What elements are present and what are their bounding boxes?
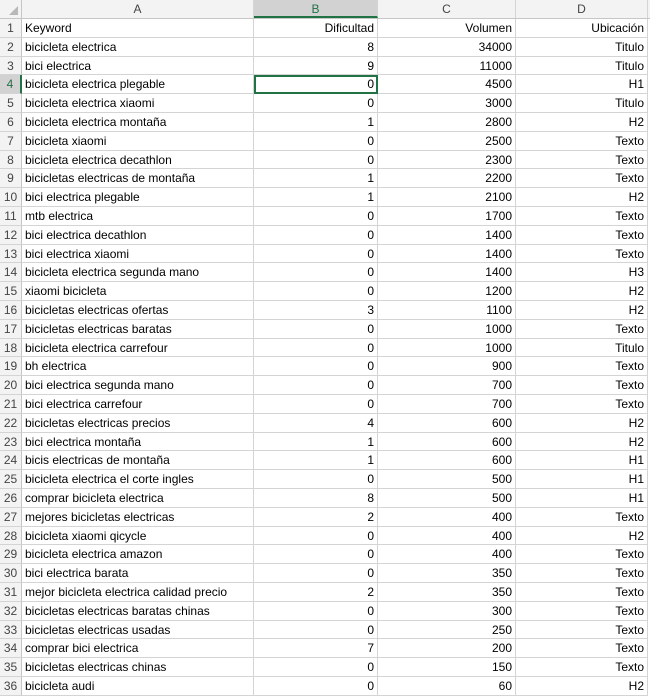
row-header[interactable]: 27 [0,508,22,527]
table-row [0,339,650,358]
cell-volumen[interactable]: 250 [378,621,516,640]
cell-keyword[interactable]: bicicletas electricas precios [22,414,254,433]
row-header[interactable]: 18 [0,339,22,358]
cell-dificultad[interactable]: 0 [254,395,378,414]
table-row [0,564,650,583]
table-row [0,320,650,339]
cell-volumen[interactable]: 400 [378,527,516,546]
sheet-rows [0,19,650,696]
cell-keyword[interactable]: bicicleta electrica amazon [22,545,254,564]
select-all-icon [9,6,18,15]
row-header[interactable]: 8 [0,151,22,170]
cell-dificultad[interactable]: 0 [254,357,378,376]
cell-volumen[interactable]: 1400 [378,263,516,282]
cell-dificultad[interactable]: 0 [254,207,378,226]
cell-keyword[interactable]: comprar bicicleta electrica [22,489,254,508]
cell-volumen[interactable]: 60 [378,677,516,696]
cell-ubicacion[interactable]: Titulo [516,339,648,358]
cell-dificultad[interactable]: 0 [254,94,378,113]
cell-keyword[interactable]: bicicleta electrica el corte ingles [22,470,254,489]
row-header[interactable]: 7 [0,132,22,151]
row-header[interactable]: 9 [0,169,22,188]
cell-dificultad[interactable]: 0 [254,527,378,546]
cell-keyword[interactable]: bicicleta electrica montaña [22,113,254,132]
row-header[interactable]: 23 [0,433,22,452]
table-row [0,545,650,564]
row-header[interactable]: 1 [0,19,22,38]
cell-dificultad[interactable]: 0 [254,320,378,339]
cell-ubicacion[interactable]: H2 [516,282,648,301]
table-row [0,677,650,696]
cell-dificultad[interactable]: 0 [254,339,378,358]
row-header[interactable]: 24 [0,451,22,470]
table-row [0,263,650,282]
table-row [0,226,650,245]
cell-volumen[interactable]: 1700 [378,207,516,226]
cell-volumen[interactable]: 600 [378,414,516,433]
cell-dificultad[interactable]: 1 [254,433,378,452]
cell-volumen[interactable]: 4500 [378,75,516,94]
column-header-a[interactable]: A [22,0,254,18]
row-header[interactable]: 31 [0,583,22,602]
cell-keyword[interactable]: comprar bici electrica [22,639,254,658]
cell-dificultad[interactable]: 0 [254,470,378,489]
cell-volumen[interactable]: 300 [378,602,516,621]
cell-volumen[interactable]: 1000 [378,320,516,339]
table-row [0,414,650,433]
cell-keyword[interactable]: bicicleta electrica [22,38,254,57]
table-row [0,395,650,414]
cell-dificultad[interactable]: 0 [254,132,378,151]
table-row [0,38,650,57]
cell-volumen[interactable]: 400 [378,545,516,564]
table-row [0,583,650,602]
cell-dificultad[interactable]: 1 [254,451,378,470]
table-row [0,19,650,38]
cell-volumen[interactable]: 500 [378,470,516,489]
cell-volumen[interactable]: 2500 [378,132,516,151]
row-header[interactable]: 12 [0,226,22,245]
cell-dificultad[interactable]: 0 [254,376,378,395]
header-cell-keyword[interactable]: Keyword [22,19,254,38]
cell-volumen[interactable]: 3000 [378,94,516,113]
cell-dificultad[interactable]: 0 [254,75,378,94]
cell-dificultad[interactable]: 0 [254,245,378,264]
cell-ubicacion[interactable]: H3 [516,263,648,282]
header-cell-volumen[interactable]: Volumen [378,19,516,38]
cell-dificultad[interactable]: 1 [254,113,378,132]
cell-dificultad[interactable]: 0 [254,621,378,640]
cell-keyword[interactable]: bici electrica carrefour [22,395,254,414]
cell-dificultad[interactable]: 0 [254,602,378,621]
table-row [0,94,650,113]
row-header[interactable]: 11 [0,207,22,226]
cell-ubicacion[interactable]: Texto [516,639,648,658]
cell-volumen[interactable]: 2300 [378,151,516,170]
row-header[interactable]: 4 [0,75,22,94]
row-header[interactable]: 3 [0,57,22,76]
row-header[interactable]: 34 [0,639,22,658]
cell-ubicacion[interactable]: Texto [516,169,648,188]
cell-volumen[interactable]: 900 [378,357,516,376]
row-header[interactable]: 20 [0,376,22,395]
row-header[interactable]: 21 [0,395,22,414]
cell-ubicacion[interactable]: H2 [516,527,648,546]
table-row [0,621,650,640]
cell-keyword[interactable]: bicicleta xiaomi qicycle [22,527,254,546]
cell-keyword[interactable]: bicicletas electricas chinas [22,658,254,677]
row-header[interactable]: 26 [0,489,22,508]
table-row [0,75,650,94]
header-cell-dificultad[interactable]: Dificultad [254,19,378,38]
cell-keyword[interactable]: bh electrica [22,357,254,376]
cell-keyword[interactable]: mejores bicicletas electricas [22,508,254,527]
header-cell-ubicacion[interactable]: Ubicación [516,19,648,38]
cell-ubicacion[interactable]: H2 [516,433,648,452]
table-row [0,489,650,508]
cell-keyword[interactable]: bicicleta electrica carrefour [22,339,254,358]
table-row [0,57,650,76]
cell-ubicacion[interactable]: H1 [516,489,648,508]
cell-keyword[interactable]: xiaomi bicicleta [22,282,254,301]
cell-volumen[interactable]: 2800 [378,113,516,132]
cell-volumen[interactable]: 500 [378,489,516,508]
cell-dificultad[interactable]: 0 [254,658,378,677]
table-row [0,113,650,132]
cell-dificultad[interactable]: 8 [254,489,378,508]
cell-volumen[interactable]: 600 [378,451,516,470]
cell-ubicacion[interactable]: H1 [516,451,648,470]
table-row [0,602,650,621]
cell-keyword[interactable]: bici electrica segunda mano [22,376,254,395]
row-header[interactable]: 17 [0,320,22,339]
cell-keyword[interactable]: bici electrica decathlon [22,226,254,245]
row-header[interactable]: 19 [0,357,22,376]
cell-ubicacion[interactable]: Titulo [516,94,648,113]
cell-keyword[interactable]: bicicleta audi [22,677,254,696]
table-row [0,376,650,395]
cell-dificultad[interactable]: 1 [254,169,378,188]
row-header[interactable]: 29 [0,545,22,564]
table-row [0,658,650,677]
cell-volumen[interactable]: 350 [378,583,516,602]
cell-dificultad[interactable]: 0 [254,226,378,245]
row-header[interactable]: 22 [0,414,22,433]
cell-keyword[interactable]: bici electrica barata [22,564,254,583]
row-header[interactable]: 35 [0,658,22,677]
cell-ubicacion[interactable]: Texto [516,395,648,414]
table-row [0,508,650,527]
table-row [0,527,650,546]
cell-ubicacion[interactable]: Texto [516,658,648,677]
table-row [0,151,650,170]
cell-ubicacion[interactable]: Texto [516,357,648,376]
row-header[interactable]: 33 [0,621,22,640]
row-header[interactable]: 16 [0,301,22,320]
cell-volumen[interactable]: 11000 [378,57,516,76]
cell-keyword[interactable]: bicis electricas de montaña [22,451,254,470]
table-row [0,433,650,452]
cell-dificultad[interactable]: 0 [254,564,378,583]
cell-keyword[interactable]: bicicletas electricas de montaña [22,169,254,188]
cell-ubicacion[interactable]: Texto [516,564,648,583]
row-header[interactable]: 32 [0,602,22,621]
cell-volumen[interactable]: 1400 [378,226,516,245]
cell-volumen[interactable]: 1100 [378,301,516,320]
row-header[interactable]: 13 [0,245,22,264]
cell-ubicacion[interactable]: Texto [516,151,648,170]
cell-dificultad[interactable]: 4 [254,414,378,433]
row-header[interactable]: 10 [0,188,22,207]
cell-dificultad[interactable]: 0 [254,282,378,301]
table-row [0,639,650,658]
cell-ubicacion[interactable]: H1 [516,75,648,94]
row-header[interactable]: 2 [0,38,22,57]
cell-volumen[interactable]: 700 [378,395,516,414]
cell-ubicacion[interactable]: H2 [516,414,648,433]
cell-keyword[interactable]: bici electrica montaña [22,433,254,452]
cell-keyword[interactable]: bicicleta xiaomi [22,132,254,151]
table-row [0,470,650,489]
cell-ubicacion[interactable]: H2 [516,677,648,696]
cell-volumen[interactable]: 2200 [378,169,516,188]
cell-ubicacion[interactable]: Texto [516,132,648,151]
table-row [0,207,650,226]
cell-keyword[interactable]: bicicletas electricas baratas chinas [22,602,254,621]
column-header-d[interactable]: D [516,0,648,18]
cell-keyword[interactable]: bicicletas electricas baratas [22,320,254,339]
row-header[interactable]: 14 [0,263,22,282]
cell-ubicacion[interactable]: Titulo [516,38,648,57]
cell-dificultad[interactable]: 9 [254,57,378,76]
cell-dificultad[interactable]: 1 [254,188,378,207]
table-row [0,282,650,301]
cell-volumen[interactable]: 1200 [378,282,516,301]
cell-ubicacion[interactable]: H2 [516,113,648,132]
select-all-button[interactable] [0,0,22,18]
row-header[interactable]: 6 [0,113,22,132]
table-row [0,357,650,376]
cell-ubicacion[interactable]: Texto [516,207,648,226]
cell-ubicacion[interactable]: H2 [516,188,648,207]
cell-keyword[interactable]: mtb electrica [22,207,254,226]
cell-volumen[interactable]: 1000 [378,339,516,358]
cell-volumen[interactable]: 600 [378,433,516,452]
cell-ubicacion[interactable]: Texto [516,245,648,264]
cell-dificultad[interactable]: 0 [254,263,378,282]
cell-volumen[interactable]: 2100 [378,188,516,207]
table-row [0,132,650,151]
cell-dificultad[interactable]: 3 [254,301,378,320]
cell-dificultad[interactable]: 0 [254,677,378,696]
column-header-c[interactable]: C [378,0,516,18]
row-header[interactable]: 28 [0,527,22,546]
cell-dificultad[interactable]: 8 [254,38,378,57]
cell-ubicacion[interactable]: Texto [516,545,648,564]
cell-volumen[interactable]: 400 [378,508,516,527]
cell-dificultad[interactable]: 0 [254,151,378,170]
table-row [0,169,650,188]
cell-keyword[interactable]: mejor bicicleta electrica calidad precio [22,583,254,602]
cell-ubicacion[interactable]: Texto [516,376,648,395]
table-row [0,245,650,264]
cell-keyword[interactable]: bicicleta electrica segunda mano [22,263,254,282]
table-row [0,188,650,207]
table-row [0,301,650,320]
table-row [0,451,650,470]
cell-keyword[interactable]: bici electrica xiaomi [22,245,254,264]
cell-volumen[interactable]: 200 [378,639,516,658]
cell-ubicacion[interactable]: Texto [516,320,648,339]
cell-ubicacion[interactable]: Texto [516,621,648,640]
cell-keyword[interactable]: bicicletas electricas usadas [22,621,254,640]
row-header[interactable]: 25 [0,470,22,489]
cell-ubicacion[interactable]: H1 [516,470,648,489]
cell-dificultad[interactable]: 7 [254,639,378,658]
cell-ubicacion[interactable]: Texto [516,602,648,621]
cell-volumen[interactable]: 700 [378,376,516,395]
cell-keyword[interactable]: bici electrica plegable [22,188,254,207]
cell-keyword[interactable]: bicicleta electrica decathlon [22,151,254,170]
cell-volumen[interactable]: 150 [378,658,516,677]
cell-dificultad[interactable]: 0 [254,545,378,564]
cell-keyword[interactable]: bicicleta electrica plegable [22,75,254,94]
row-header[interactable]: 30 [0,564,22,583]
cell-dificultad[interactable]: 2 [254,508,378,527]
cell-volumen[interactable]: 34000 [378,38,516,57]
column-header-b[interactable]: B [254,0,378,18]
row-header[interactable]: 5 [0,94,22,113]
cell-keyword[interactable]: bici electrica [22,57,254,76]
cell-ubicacion[interactable]: Texto [516,583,648,602]
cell-ubicacion[interactable]: Texto [516,508,648,527]
cell-volumen[interactable]: 350 [378,564,516,583]
cell-keyword[interactable]: bicicleta electrica xiaomi [22,94,254,113]
row-header[interactable]: 36 [0,677,22,696]
cell-ubicacion[interactable]: Titulo [516,57,648,76]
cell-volumen[interactable]: 1400 [378,245,516,264]
cell-ubicacion[interactable]: H2 [516,301,648,320]
cell-keyword[interactable]: bicicletas electricas ofertas [22,301,254,320]
row-header[interactable]: 15 [0,282,22,301]
cell-dificultad[interactable]: 2 [254,583,378,602]
cell-ubicacion[interactable]: Texto [516,226,648,245]
column-header-bar [0,0,650,19]
